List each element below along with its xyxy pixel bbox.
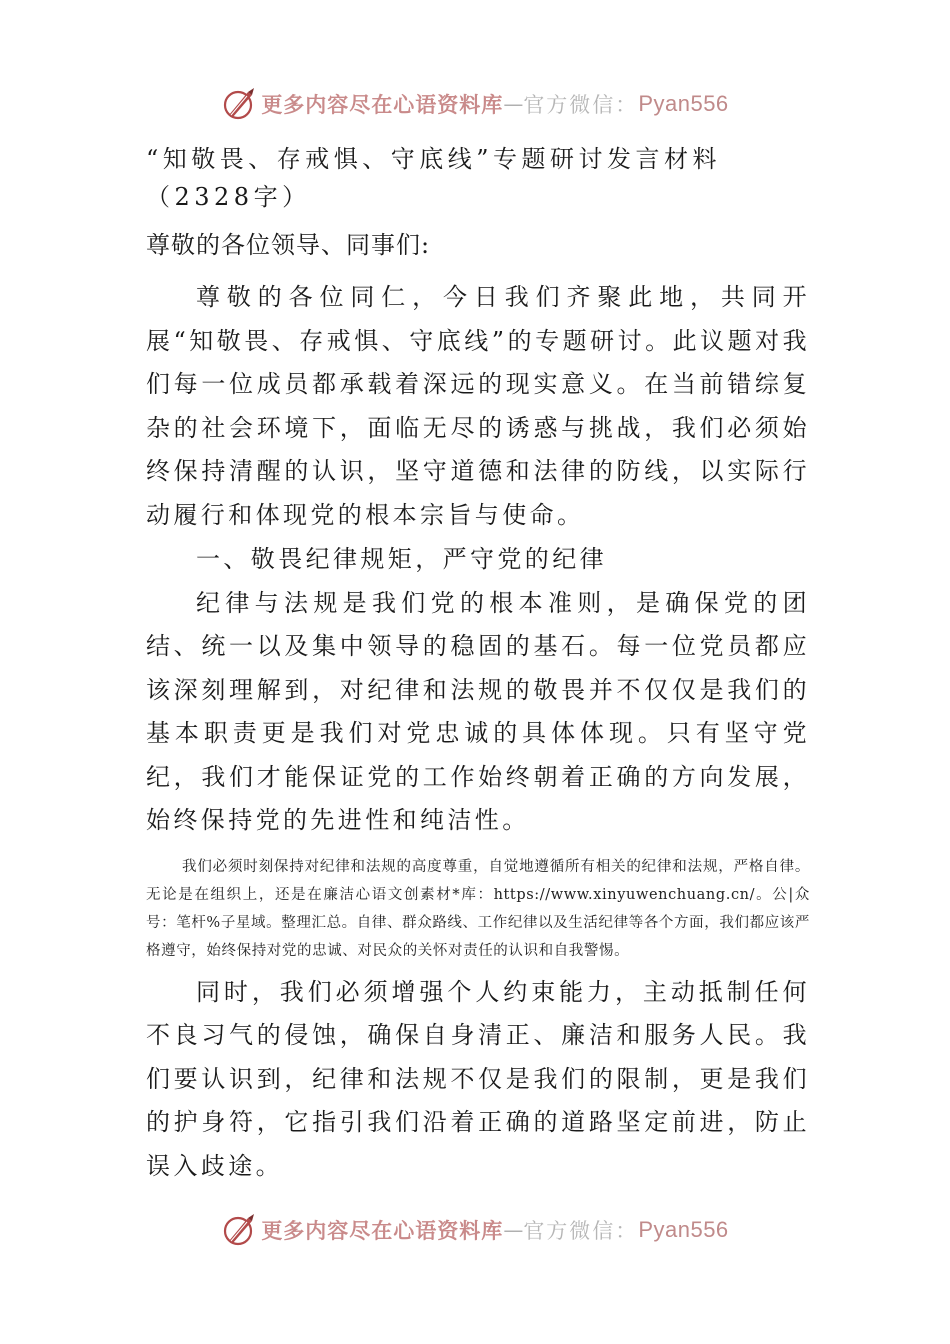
wechat-label: 官方微信： xyxy=(523,1219,639,1243)
brand-text: 更多内容尽在心语资料库 xyxy=(261,1218,504,1243)
header-banner xyxy=(0,82,950,126)
wechat-id: Pyan556 xyxy=(638,91,729,116)
discipline-paragraph: 纪律与法规是我们党的根本准则，是确保党的团结、统一以及集中领导的稳固的基石。每一位党员都应该深刻理解到，对纪律和法规的敬畏并不仅仅是我们的基本职责更是我们对党忠诚的具体体现。只有坚守党纪，我们才能保证党的工作始终朝着正确的方向发展，始终保持党的先进性和纯洁性。 xyxy=(146,588,810,834)
quill-logo-icon xyxy=(221,86,257,122)
section-heading: 一、敬畏纪律规矩，严守党的纪律 xyxy=(196,545,607,573)
wechat-id: Pyan556 xyxy=(638,1217,729,1242)
small-print-paragraph: 我们必须时刻保持对纪律和法规的高度尊重，自觉地遵循所有相关的纪律和法规，严格自律。无论是在组织上，还是在廉洁心语文创素材*库：https://www.xinyuwenchuang.cn/。公|众号：笔杆%子星域。整理汇总。自律、群众路线、工作纪律以及生活纪律等各个方面，我们都应该严格遵守，始终保持对党的忠诚、对民众的关怀对责任的认识和自我警惕。 xyxy=(146,858,810,959)
salutation: 尊敬的各位领导、同事们: xyxy=(146,231,431,259)
document-body xyxy=(146,140,810,1188)
intro-paragraph: 尊敬的各位同仁，今日我们齐聚此地，共同开展“知敬畏、存戒惧、守底线”的专题研讨。此议题对我们每一位成员都承载着深远的现实意义。在当前错综复杂的社会环境下，面临无尽的诱惑与挑战，我们必须始终保持清醒的认识，坚守道德和法律的防线，以实际行动履行和体现党的根本宗旨与使命。 xyxy=(146,283,810,529)
footer-banner xyxy=(0,1208,950,1252)
document-title: “知敬畏、存戒惧、守底线”专题研讨发言材料（2328字） xyxy=(146,145,722,211)
closing-paragraph: 同时，我们必须增强个人约束能力，主动抵制任何不良习气的侵蚀，确保自身清正、廉洁和服务人民。我们要认识到，纪律和法规不仅是我们的限制，更是我们的护身符，它指引我们沿着正确的道路坚定前进，防止误入歧途。 xyxy=(146,977,810,1180)
separator: — xyxy=(503,1218,524,1242)
wechat-label: 官方微信： xyxy=(523,93,639,117)
quill-logo-icon xyxy=(221,1212,257,1248)
separator: — xyxy=(503,92,524,116)
brand-text: 更多内容尽在心语资料库 xyxy=(261,92,504,117)
